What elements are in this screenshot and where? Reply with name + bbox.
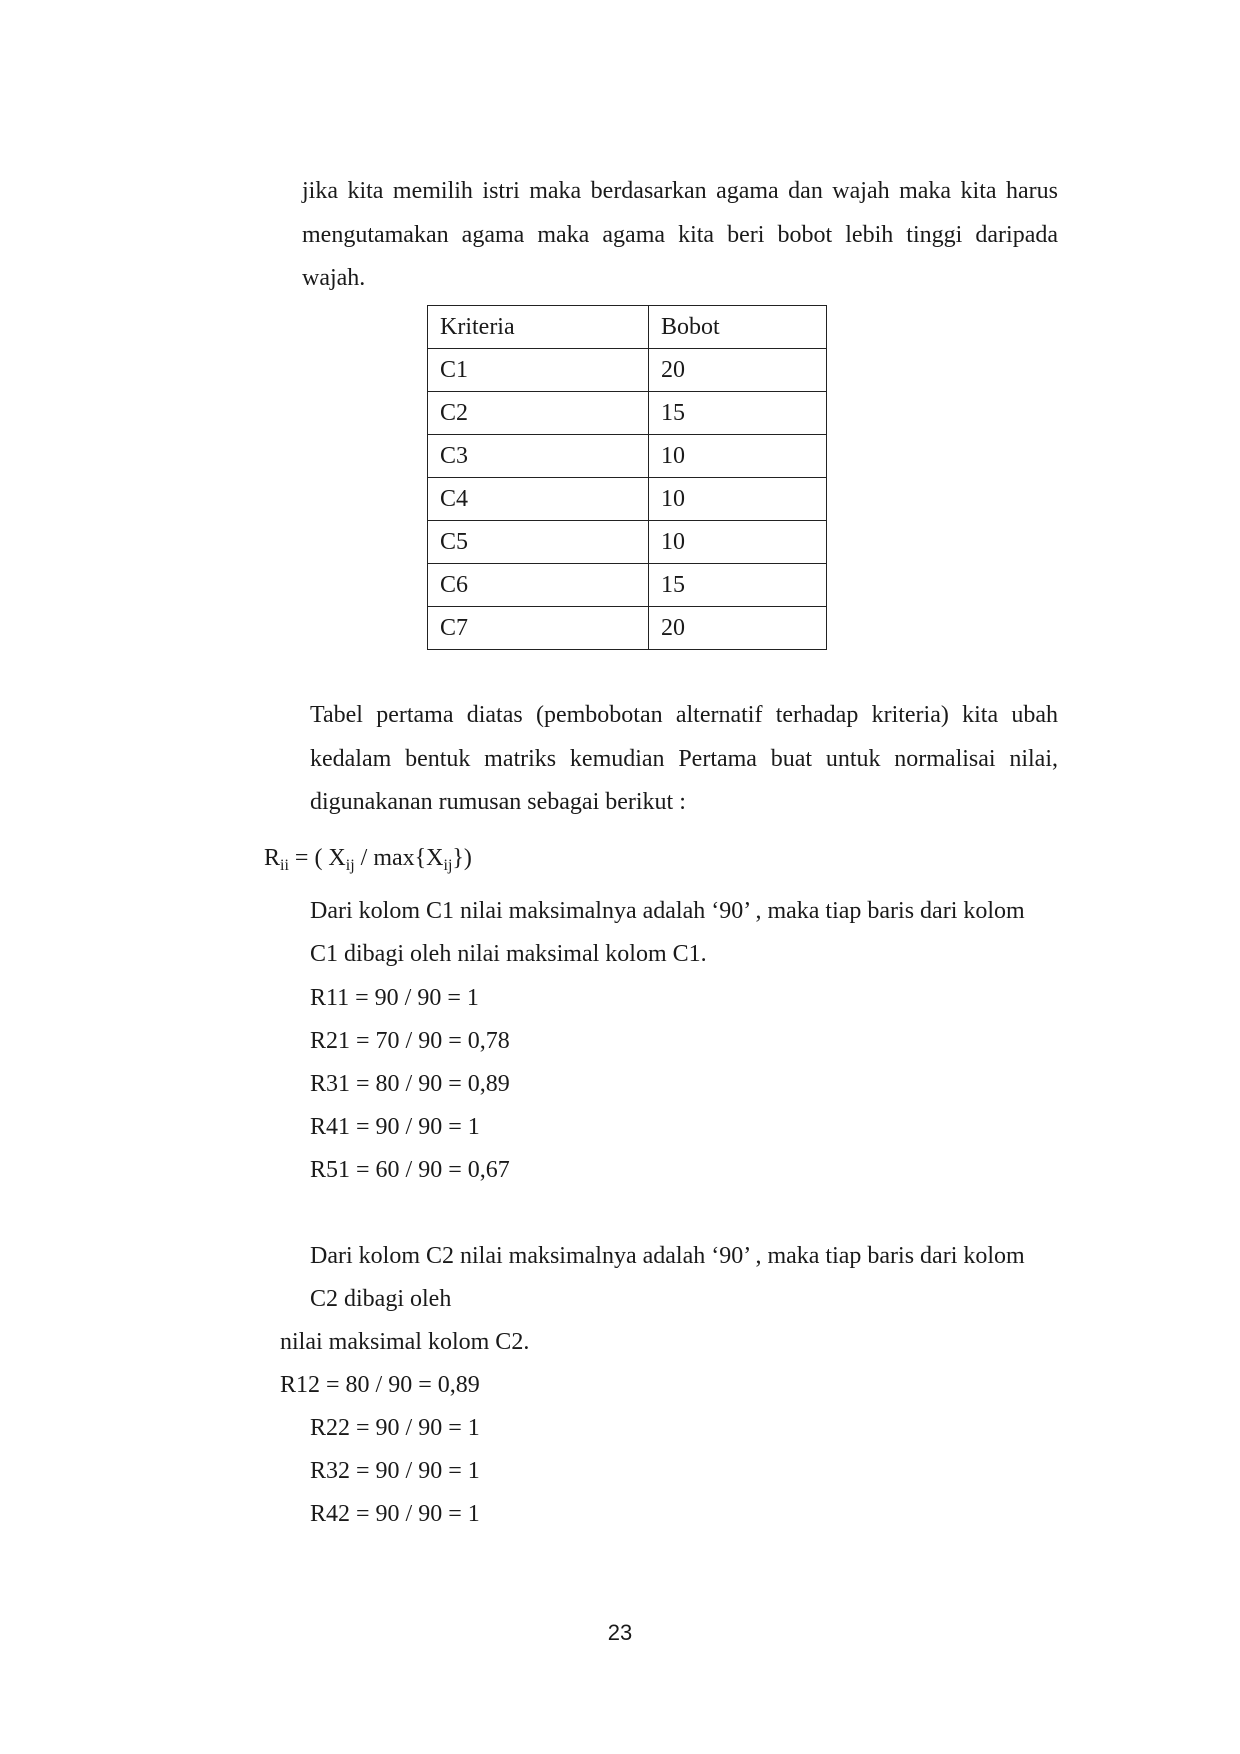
- c1-calc: R51 = 60 / 90 = 0,67: [310, 1157, 510, 1183]
- normalization-formula: [264, 836, 472, 880]
- paragraph2-line-1: Tabel pertama diatas (pembobotan alternatif terhadap kriteria) kita ubah: [310, 702, 1058, 728]
- c1-calc: R11 = 90 / 90 = 1: [310, 985, 479, 1011]
- table-row: [428, 349, 827, 392]
- table-cell-bobot: 10: [649, 478, 827, 521]
- c2-calc: R22 = 90 / 90 = 1: [310, 1415, 480, 1441]
- formula-x-subscript: ij: [345, 857, 355, 874]
- weights-table: [427, 305, 827, 650]
- c2-line-2: C2 dibagi oleh: [310, 1286, 452, 1312]
- table-row: [428, 564, 827, 607]
- table-header-bobot: Bobot: [649, 306, 827, 349]
- table-cell-bobot: 15: [649, 564, 827, 607]
- c2-calc: R42 = 90 / 90 = 1: [310, 1501, 480, 1527]
- table-cell-bobot: 15: [649, 392, 827, 435]
- table-cell-kriteria: C5: [428, 521, 649, 564]
- intro-line-3: wajah.: [302, 265, 366, 291]
- c2-calc: R32 = 90 / 90 = 1: [310, 1458, 480, 1484]
- table-row: [428, 435, 827, 478]
- table-cell-bobot: 20: [649, 349, 827, 392]
- c2-line-1: Dari kolom C2 nilai maksimalnya adalah ‘90’ , maka tiap baris dari kolom: [310, 1243, 1025, 1269]
- formula-close: }): [452, 845, 472, 871]
- table-cell-kriteria: C6: [428, 564, 649, 607]
- table-header-row: [428, 306, 827, 349]
- table-header-kriteria: Kriteria: [428, 306, 649, 349]
- formula-middle: = ( X: [288, 845, 346, 871]
- table-cell-bobot: 10: [649, 521, 827, 564]
- table-row: [428, 392, 827, 435]
- paragraph2-line-2: kedalam bentuk matriks kemudian Pertama buat untuk normalisai nilai,: [310, 746, 1058, 772]
- formula-r: R: [264, 845, 281, 871]
- table-row: [428, 521, 827, 564]
- table-cell-bobot: 20: [649, 607, 827, 650]
- c2-line-3: nilai maksimal kolom C2.: [280, 1329, 530, 1355]
- paragraph2-line-3: digunakanan rumusan sebagai berikut :: [310, 789, 686, 815]
- c1-line-2: C1 dibagi oleh nilai maksimal kolom C1.: [310, 941, 707, 967]
- table-row: [428, 607, 827, 650]
- table-cell-kriteria: C1: [428, 349, 649, 392]
- table-cell-kriteria: C2: [428, 392, 649, 435]
- table-cell-kriteria: C7: [428, 607, 649, 650]
- formula-max: / max{X: [354, 845, 444, 871]
- intro-line-1: jika kita memilih istri maka berdasarkan agama dan wajah maka kita harus: [302, 178, 1058, 204]
- table-row: [428, 478, 827, 521]
- c1-calc: R31 = 80 / 90 = 0,89: [310, 1071, 510, 1097]
- c1-calc: R41 = 90 / 90 = 1: [310, 1114, 480, 1140]
- formula-max-subscript: ij: [443, 857, 453, 874]
- formula-r-subscript: ii: [280, 857, 289, 874]
- table-cell-bobot: 10: [649, 435, 827, 478]
- table-cell-kriteria: C3: [428, 435, 649, 478]
- c2-calc-first: R12 = 80 / 90 = 0,89: [280, 1372, 480, 1398]
- c1-calc: R21 = 70 / 90 = 0,78: [310, 1028, 510, 1054]
- intro-line-2: mengutamakan agama maka agama kita beri bobot lebih tinggi daripada: [302, 222, 1058, 248]
- c1-line-1: Dari kolom C1 nilai maksimalnya adalah ‘90’ , maka tiap baris dari kolom: [310, 898, 1025, 924]
- table-cell-kriteria: C4: [428, 478, 649, 521]
- page-number: 23: [607, 1620, 633, 1645]
